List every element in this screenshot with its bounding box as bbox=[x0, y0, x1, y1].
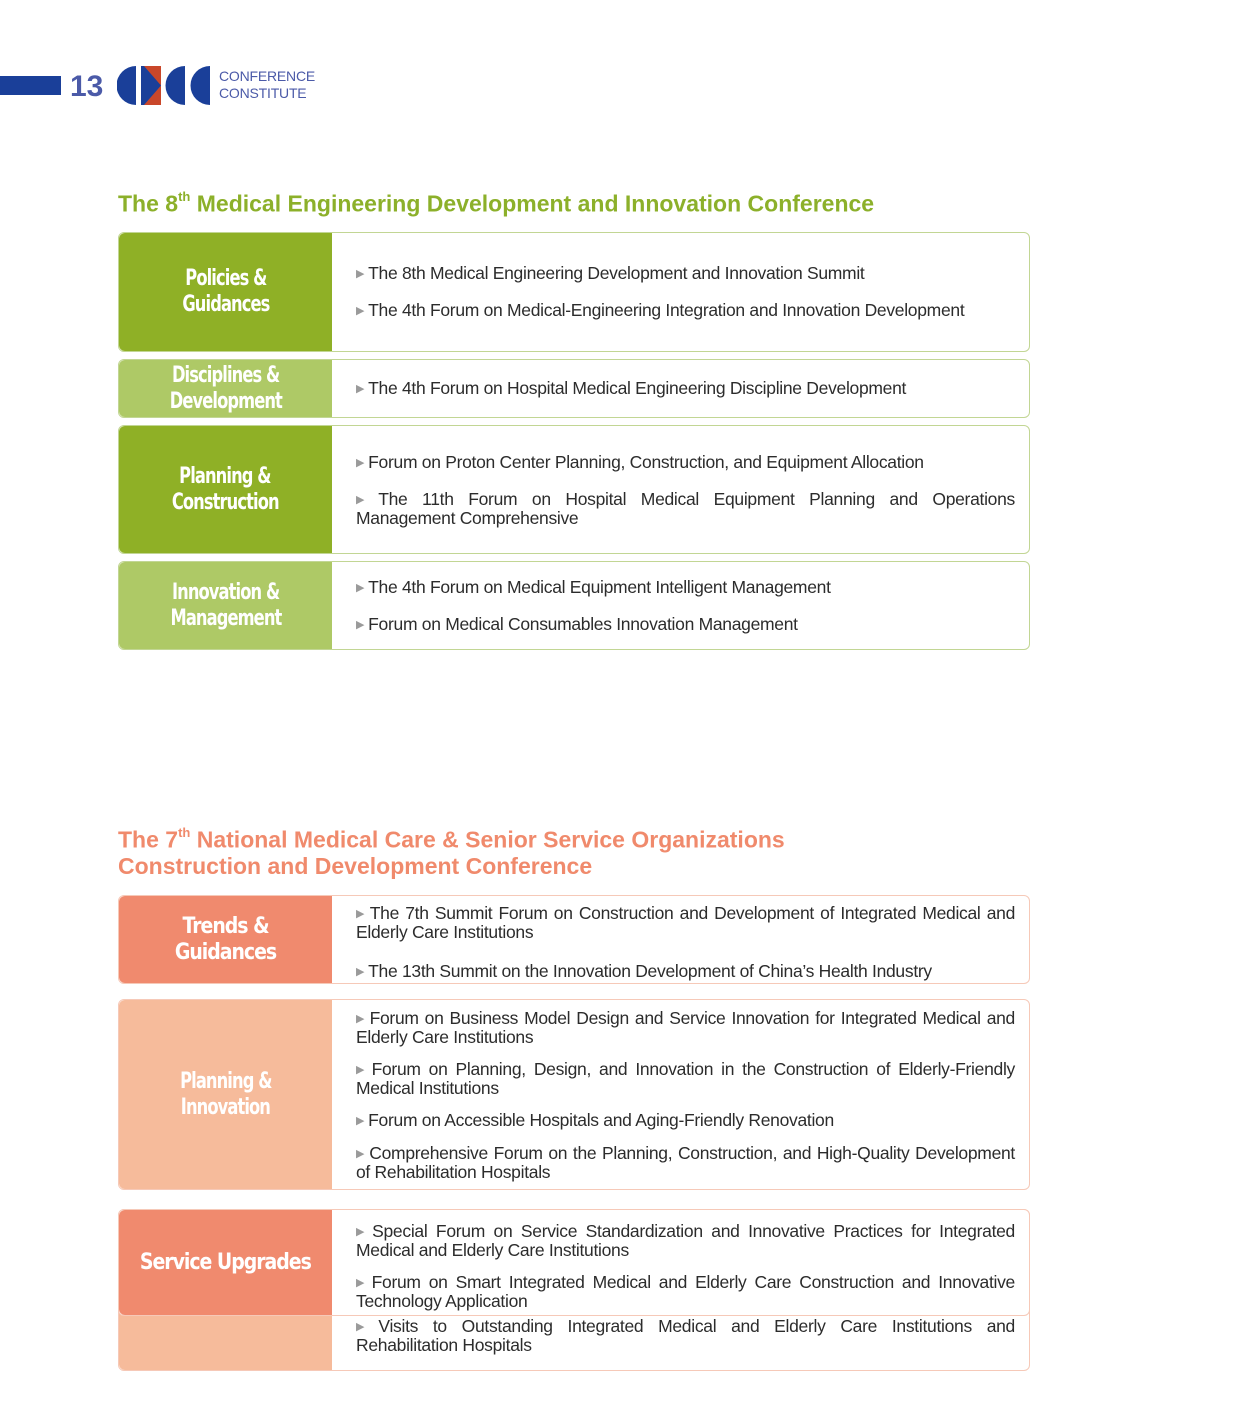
triangle-right-icon: ▶ bbox=[356, 1114, 365, 1127]
section2-title-sup: th bbox=[178, 825, 191, 840]
section2-title-pre: The 7 bbox=[118, 826, 179, 853]
group-planning-construction bbox=[118, 425, 1030, 554]
group-innovation-management bbox=[118, 561, 1030, 650]
triangle-right-icon: ▶ bbox=[356, 1147, 366, 1160]
group-policies-guidances bbox=[118, 232, 1030, 352]
group-label: Innovation & Management bbox=[119, 562, 332, 649]
triangle-right-icon: ▶ bbox=[356, 1321, 375, 1333]
list-item: ▶ The 11th Forum on Hospital Medical Equipment Planning and Operations Management Comprehensive bbox=[356, 488, 1015, 528]
triangle-right-icon: ▶ bbox=[356, 383, 365, 395]
list-item: ▶ The 13th Summit on the Innovation Development of China’s Health Industry bbox=[356, 961, 932, 981]
group-disciplines-development bbox=[118, 359, 1030, 418]
triangle-right-icon: ▶ bbox=[356, 908, 366, 920]
list-item: ▶ Visits to Outstanding Integrated Medical and Elderly Care Institutions and Rehabilitation Hospitals bbox=[356, 1316, 1015, 1355]
list-item: ▶ Special Forum on Service Standardization and Innovative Practices for Integrated Medical and Elderly Care Institutions bbox=[356, 1221, 1015, 1260]
group-label: Policies & Guidances bbox=[119, 233, 332, 351]
section1-title-post: Medical Engineering Development and Innovation Conference bbox=[190, 190, 875, 217]
group-planning-innovation bbox=[118, 999, 1030, 1190]
logo-text-line1: CONFERENCE bbox=[219, 68, 316, 84]
list-item: ▶ Forum on Medical Consumables Innovation Management bbox=[356, 613, 798, 634]
group-items bbox=[356, 896, 1015, 983]
triangle-right-icon: ▶ bbox=[356, 1012, 366, 1025]
list-item: ▶ The 4th Forum on Medical Equipment Intelligent Management bbox=[356, 576, 831, 597]
group-label: Service Upgrades bbox=[119, 1210, 332, 1315]
triangle-right-icon: ▶ bbox=[356, 1063, 368, 1076]
list-item: ▶ The 4th Forum on Hospital Medical Engineering Discipline Development bbox=[356, 378, 907, 398]
logo-half-circle-1 bbox=[117, 66, 136, 105]
group-label: Planning & Innovation bbox=[119, 1000, 332, 1189]
list-item: ▶ Comprehensive Forum on the Planning, Construction, and High-Quality Development of Rehabilitation Hospitals bbox=[356, 1142, 1015, 1182]
group-items bbox=[356, 562, 1015, 649]
page-number: 13 bbox=[70, 70, 104, 103]
triangle-right-icon: ▶ bbox=[356, 493, 375, 506]
logo-text bbox=[219, 68, 315, 102]
group-trends-guidances bbox=[118, 895, 1030, 984]
triangle-right-icon: ▶ bbox=[356, 305, 365, 317]
triangle-right-icon: ▶ bbox=[356, 1277, 368, 1289]
list-item: ▶ Forum on Business Model Design and Service Innovation for Integrated Medical and Elderly Care Institutions bbox=[356, 1007, 1015, 1047]
list-item: ▶ Forum on Smart Integrated Medical and Elderly Care Construction and Innovative Technology Application bbox=[356, 1272, 1015, 1311]
header-bar bbox=[0, 76, 61, 95]
logo-square-edge bbox=[141, 66, 144, 105]
group-items bbox=[356, 426, 1015, 553]
triangle-right-icon: ▶ bbox=[356, 456, 365, 469]
section2-title bbox=[118, 822, 785, 879]
list-item: ▶ Forum on Accessible Hospitals and Aging-Friendly Renovation bbox=[356, 1109, 834, 1130]
section2-title-line2: Construction and Development Conference bbox=[118, 852, 593, 879]
list-item: ▶ The 7th Summit Forum on Construction and Development of Integrated Medical and Elderly Care Institutions bbox=[356, 903, 1015, 942]
list-item: ▶ The 4th Forum on Medical-Engineering Integration and Innovation Development bbox=[356, 300, 965, 320]
group-items bbox=[356, 1210, 1015, 1315]
triangle-right-icon: ▶ bbox=[356, 268, 365, 280]
triangle-right-icon: ▶ bbox=[356, 618, 365, 631]
group-items bbox=[356, 233, 1015, 351]
section1-title-pre: The 8 bbox=[118, 190, 179, 217]
group-service-upgrades bbox=[118, 1209, 1030, 1316]
group-label: Disciplines & Development bbox=[119, 360, 332, 417]
group-items bbox=[356, 360, 1015, 417]
list-item: ▶ Forum on Proton Center Planning, Construction, and Equipment Allocation bbox=[356, 451, 924, 472]
triangle-right-icon: ▶ bbox=[356, 1226, 369, 1238]
group-items bbox=[356, 1000, 1015, 1189]
list-item: ▶ Forum on Planning, Design, and Innovation in the Construction of Elderly-Friendly Medical Institutions bbox=[356, 1058, 1015, 1098]
group-label: Trends & Guidances bbox=[119, 896, 332, 983]
conference-logo bbox=[117, 66, 212, 105]
logo-half-circle-2 bbox=[166, 66, 186, 105]
section2-title-post: National Medical Care & Senior Service Organizations bbox=[190, 826, 785, 853]
triangle-right-icon: ▶ bbox=[356, 966, 365, 978]
section1-title bbox=[118, 186, 874, 217]
list-item: ▶ The 8th Medical Engineering Development and Innovation Summit bbox=[356, 263, 865, 283]
section1-title-sup: th bbox=[178, 189, 191, 204]
group-label: Planning & Construction bbox=[119, 426, 332, 553]
triangle-right-icon: ▶ bbox=[356, 581, 365, 594]
logo-half-circle-3 bbox=[191, 66, 211, 105]
logo-text-line2: CONSTITUTE bbox=[219, 85, 307, 101]
